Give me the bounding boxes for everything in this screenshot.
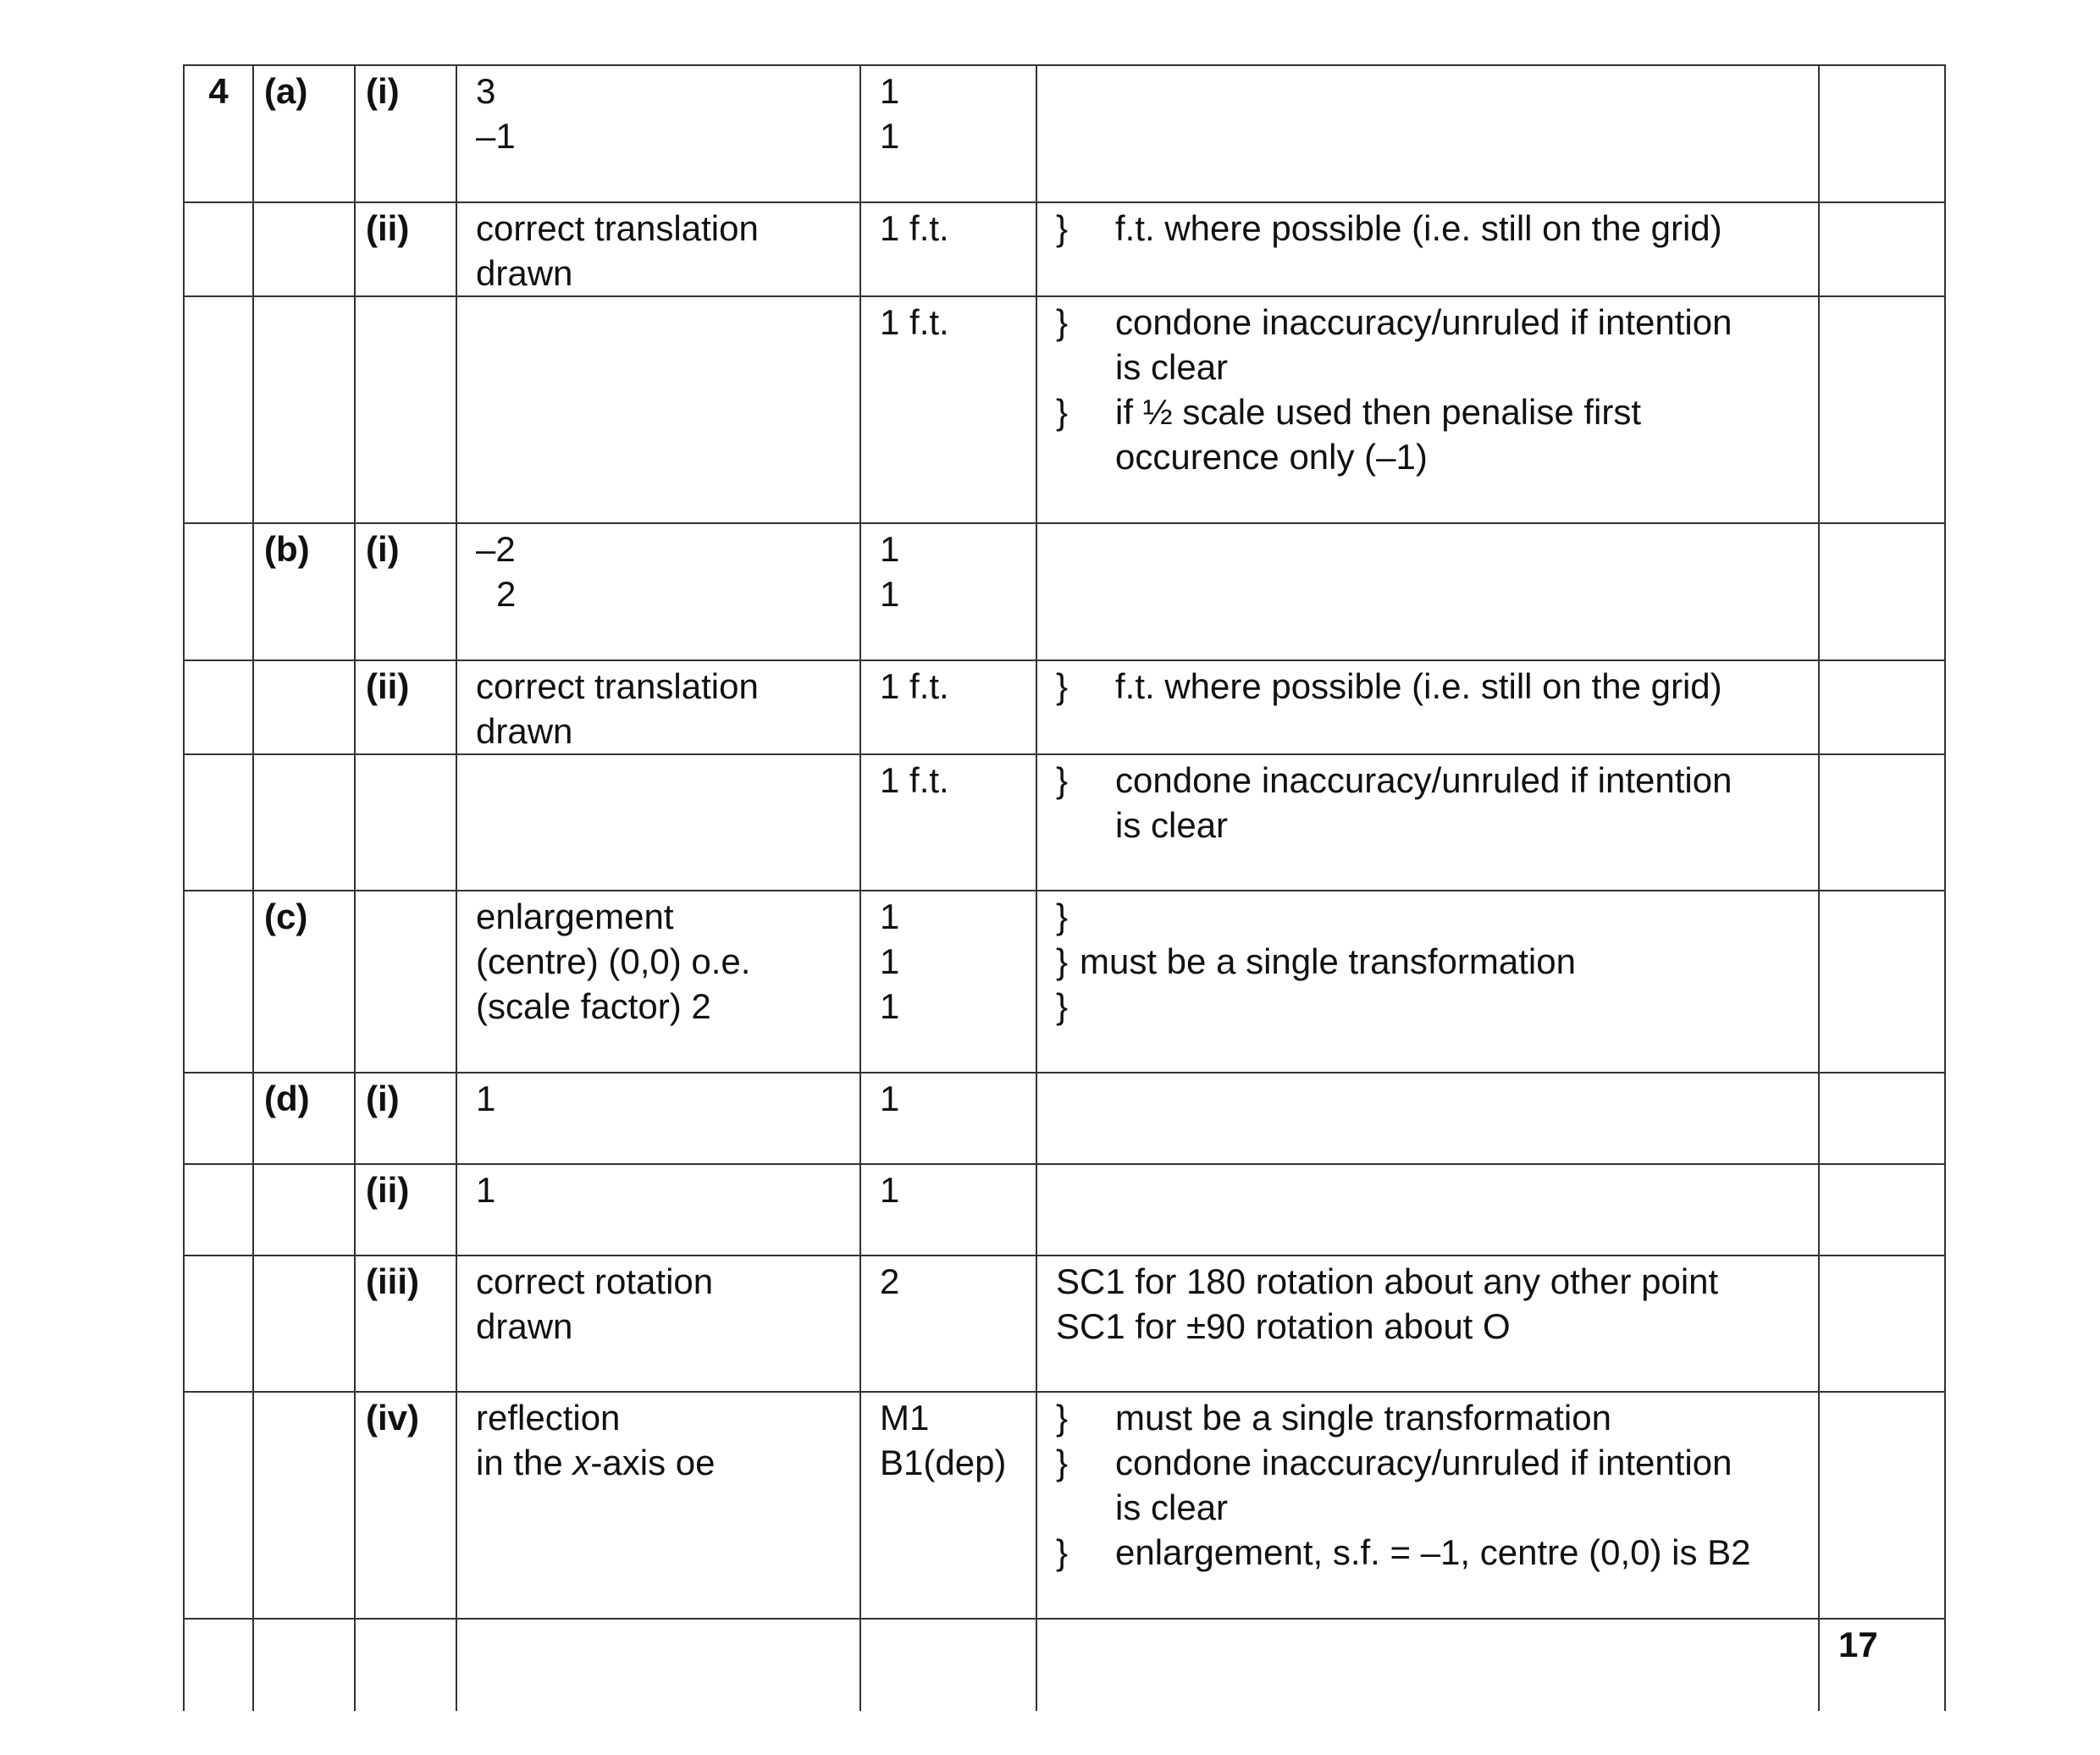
subpart-label: (i)	[355, 523, 456, 660]
answer-line: (centre) (0,0) o.e.	[476, 941, 751, 981]
answer-line: correct translation	[476, 208, 759, 248]
subpart-label: (i)	[355, 65, 456, 202]
marks-cell	[860, 891, 1036, 1073]
comment-text: must be a single transformation	[1115, 1398, 1611, 1438]
table-row	[184, 660, 1945, 754]
table-row	[184, 202, 1945, 296]
table-row	[184, 1392, 1945, 1619]
comment-text: f.t. where possible (i.e. still on the grid)	[1115, 208, 1722, 248]
comments-cell	[1036, 891, 1819, 1073]
comment-line	[1056, 984, 1818, 1029]
comment-line: SC1 for 180 rotation about any other point	[1056, 1261, 1719, 1301]
brace: }	[1056, 302, 1069, 342]
part-label: (b)	[253, 523, 355, 660]
comment-text: f.t. where possible (i.e. still on the grid)	[1115, 666, 1722, 706]
comment-line	[1056, 939, 1818, 984]
answer-cell	[456, 891, 860, 1073]
subpart-label: (ii)	[355, 202, 456, 296]
comments-cell	[1036, 1256, 1819, 1392]
marks-line: M1	[880, 1398, 930, 1438]
comment-text: if ½ scale used then penalise first	[1115, 392, 1642, 432]
marks-line: 1	[880, 1170, 900, 1210]
part-label: (c)	[253, 891, 355, 1073]
marks-line: 1	[880, 71, 900, 111]
marks-line: 1	[880, 986, 900, 1026]
subpart-label	[355, 754, 456, 891]
answer-text-pre: in the	[476, 1443, 573, 1482]
comment-line	[1056, 300, 1818, 345]
answer-cell	[456, 660, 860, 754]
part-label	[253, 754, 355, 891]
comment-text: is clear	[1115, 347, 1229, 387]
question-number	[184, 1619, 253, 1711]
part-label	[253, 1164, 355, 1256]
answer-line: (scale factor) 2	[476, 986, 711, 1026]
answer-cell	[456, 754, 860, 891]
marks-line: B1(dep)	[880, 1443, 1007, 1482]
comment-line	[1056, 803, 1818, 847]
brace: }	[1056, 1398, 1069, 1438]
total-marks: 17	[1819, 1619, 1945, 1711]
comment-line	[1056, 1485, 1818, 1530]
total-cell	[1819, 65, 1945, 202]
marks-cell	[860, 296, 1036, 523]
marks-cell	[860, 202, 1036, 296]
subpart-label	[355, 296, 456, 523]
question-number	[184, 296, 253, 523]
table-row	[184, 523, 1945, 660]
answer-line: correct rotation	[476, 1261, 714, 1301]
part-label	[253, 1619, 355, 1711]
total-cell	[1819, 754, 1945, 891]
comment-text: occurence only (–1)	[1115, 437, 1428, 477]
subpart-label: (iii)	[355, 1256, 456, 1392]
part-label	[253, 1392, 355, 1619]
answer-cell	[456, 523, 860, 660]
question-number: 4	[184, 65, 253, 202]
answer-cell	[456, 202, 860, 296]
marks-line: 1	[880, 941, 900, 981]
answer-line: drawn	[476, 711, 573, 751]
marks-cell	[860, 1619, 1036, 1711]
marks-line: 1	[880, 529, 900, 569]
comment-text: condone inaccuracy/unruled if intention	[1115, 302, 1732, 342]
answer-cell	[456, 1256, 860, 1392]
brace: }	[1056, 941, 1069, 981]
total-cell	[1819, 1073, 1945, 1164]
marks-line: 1 f.t.	[880, 208, 949, 248]
comment-line	[1056, 389, 1818, 434]
answer-line: 3	[476, 71, 496, 111]
total-cell	[1819, 1164, 1945, 1256]
comment-text: must be a single transformation	[1080, 941, 1576, 981]
question-number	[184, 1073, 253, 1164]
marks-line: 1 f.t.	[880, 760, 949, 800]
table-row	[184, 1256, 1945, 1392]
marks-cell	[860, 1256, 1036, 1392]
answer-cell	[456, 296, 860, 523]
part-label: (a)	[253, 65, 355, 202]
comments-cell	[1036, 1164, 1819, 1256]
answer-cell	[456, 65, 860, 202]
brace: }	[1056, 666, 1069, 706]
table-row	[184, 296, 1945, 523]
answer-line: correct translation	[476, 666, 759, 706]
comment-line	[1056, 345, 1818, 389]
answer-line: 1	[476, 1079, 496, 1118]
answer-line: 1	[476, 1170, 496, 1210]
table-row	[184, 1073, 1945, 1164]
table-row	[184, 1619, 1945, 1711]
marks-cell	[860, 754, 1036, 891]
total-cell	[1819, 296, 1945, 523]
marks-line: 1	[880, 574, 900, 614]
total-cell	[1819, 1392, 1945, 1619]
comments-cell	[1036, 296, 1819, 523]
question-number	[184, 523, 253, 660]
answer-cell	[456, 1164, 860, 1256]
comment-line	[1056, 1530, 1818, 1575]
subpart-label	[355, 891, 456, 1073]
answer-line: reflection	[476, 1398, 621, 1438]
comments-cell	[1036, 660, 1819, 754]
answer-line: –1	[476, 116, 516, 156]
subpart-label: (ii)	[355, 660, 456, 754]
marks-cell	[860, 1164, 1036, 1256]
part-label: (d)	[253, 1073, 355, 1164]
question-number	[184, 891, 253, 1073]
question-number	[184, 754, 253, 891]
comments-cell	[1036, 523, 1819, 660]
question-number	[184, 660, 253, 754]
marks-line: 2	[880, 1261, 900, 1301]
comments-cell	[1036, 1392, 1819, 1619]
comment-line	[1056, 206, 1818, 251]
answer-line	[476, 1440, 859, 1485]
brace: }	[1056, 392, 1069, 432]
marks-cell	[860, 523, 1036, 660]
brace: }	[1056, 986, 1069, 1026]
answer-line: enlargement	[476, 897, 674, 936]
comment-line	[1056, 894, 1818, 939]
comment-text: is clear	[1115, 805, 1229, 845]
marks-cell	[860, 1392, 1036, 1619]
marks-line: 1 f.t.	[880, 302, 949, 342]
answer-line: drawn	[476, 253, 573, 293]
subpart-label: (i)	[355, 1073, 456, 1164]
comment-line	[1056, 664, 1818, 709]
comments-cell	[1036, 754, 1819, 891]
total-cell	[1819, 891, 1945, 1073]
part-label	[253, 1256, 355, 1392]
comment-line	[1056, 434, 1818, 479]
subpart-label: (iv)	[355, 1392, 456, 1619]
comment-text: enlargement, s.f. = –1, centre (0,0) is B2	[1115, 1532, 1751, 1572]
brace: }	[1056, 1443, 1069, 1482]
total-cell	[1819, 1256, 1945, 1392]
answer-line: 2	[496, 574, 517, 614]
subpart-label	[355, 1619, 456, 1711]
answer-text-post: -axis oe	[590, 1443, 716, 1482]
total-cell	[1819, 202, 1945, 296]
comment-line	[1056, 758, 1818, 803]
comments-cell	[1036, 65, 1819, 202]
question-number	[184, 202, 253, 296]
question-number	[184, 1392, 253, 1619]
brace: }	[1056, 897, 1069, 936]
comment-line	[1056, 1440, 1818, 1485]
table-row	[184, 891, 1945, 1073]
marks-line: 1	[880, 1079, 900, 1118]
answer-text-italic: x	[572, 1443, 591, 1482]
table-row	[184, 65, 1945, 202]
marks-cell	[860, 660, 1036, 754]
brace: }	[1056, 760, 1069, 800]
question-number	[184, 1256, 253, 1392]
marks-cell	[860, 65, 1036, 202]
brace: }	[1056, 1532, 1069, 1572]
comments-cell	[1036, 202, 1819, 296]
comment-line: SC1 for ±90 rotation about O	[1056, 1306, 1511, 1346]
question-number	[184, 1164, 253, 1256]
comment-text: condone inaccuracy/unruled if intention	[1115, 760, 1732, 800]
mark-scheme-table	[183, 64, 1946, 1711]
brace: }	[1056, 208, 1069, 248]
subpart-label: (ii)	[355, 1164, 456, 1256]
part-label	[253, 296, 355, 523]
comment-text: condone inaccuracy/unruled if intention	[1115, 1443, 1732, 1482]
answer-line: drawn	[476, 1306, 573, 1346]
marks-line: 1	[880, 897, 900, 936]
marks-line: 1	[880, 116, 900, 156]
answer-cell	[456, 1619, 860, 1711]
table-row	[184, 754, 1945, 891]
comment-line	[1056, 1395, 1818, 1440]
comments-cell	[1036, 1619, 1819, 1711]
marks-cell	[860, 1073, 1036, 1164]
table-row	[184, 1164, 1945, 1256]
part-label	[253, 202, 355, 296]
answer-cell	[456, 1392, 860, 1619]
part-label	[253, 660, 355, 754]
answer-cell	[456, 1073, 860, 1164]
marks-line: 1 f.t.	[880, 666, 949, 706]
total-cell	[1819, 660, 1945, 754]
answer-line: –2	[476, 529, 516, 569]
comments-cell	[1036, 1073, 1819, 1164]
total-cell	[1819, 523, 1945, 660]
comment-text: is clear	[1115, 1487, 1229, 1527]
